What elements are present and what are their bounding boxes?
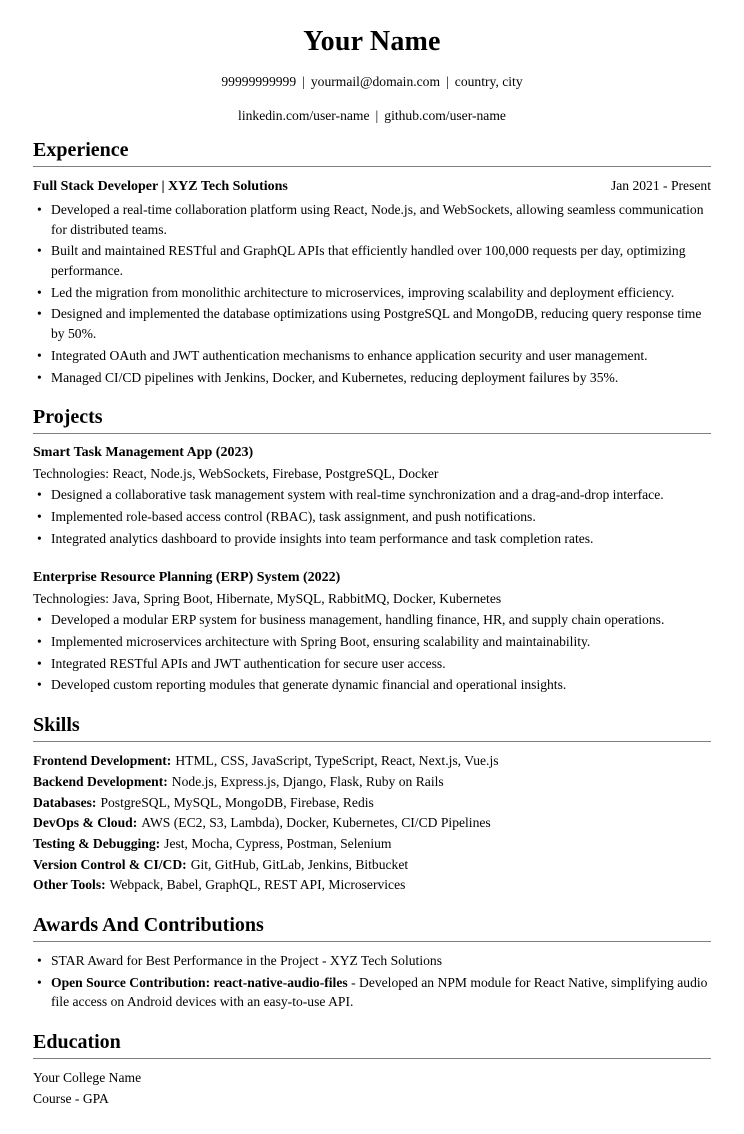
resume-header	[33, 26, 711, 126]
project-name: Enterprise Resource Planning (ERP) System (2022)	[33, 570, 341, 586]
project-technologies: Technologies: Java, Spring Boot, Hibernate, MySQL, RabbitMQ, Docker, Kubernetes	[33, 590, 502, 606]
section-education	[33, 1030, 711, 1108]
project-entry	[33, 443, 711, 548]
project-bullet-list	[33, 610, 711, 695]
award-bold-text: Open Source Contribution: react-native-audio-files	[51, 974, 348, 990]
award-item	[33, 973, 711, 1012]
bullet-item: • Developed a modular ERP system for business management, handling finance, HR, and supply chain operations.	[33, 610, 711, 630]
award-item	[33, 951, 711, 971]
page-title: Your Name	[303, 26, 441, 57]
skill-category: Databases:	[33, 794, 97, 810]
section-rule	[33, 941, 711, 942]
skill-line	[33, 793, 711, 813]
skill-category: DevOps & Cloud:	[33, 815, 138, 831]
bullet-item: • Developed custom reporting modules that generate dynamic financial and operational insights.	[33, 675, 711, 695]
college-name: Your College Name	[33, 1070, 142, 1086]
awards-bullet-list	[33, 951, 711, 1012]
linkedin-url: linkedin.com/user-name	[238, 107, 370, 123]
projects-section-title: Projects	[33, 406, 103, 429]
skill-category: Backend Development:	[33, 773, 168, 789]
skill-values: Node.js, Express.js, Django, Flask, Ruby on Rails	[171, 773, 444, 789]
bullet-item: • Designed and implemented the database optimizations using PostgreSQL and MongoDB, reducing query response time by 50%.	[33, 304, 711, 343]
project-entry	[33, 568, 711, 695]
skill-line	[33, 751, 711, 771]
location-text: country, city	[454, 74, 523, 90]
skills-section-title: Skills	[33, 714, 80, 737]
skill-values: Git, GitHub, GitLab, Jenkins, Bitbucket	[190, 856, 409, 872]
section-rule	[33, 741, 711, 742]
award-text: STAR Award for Best Performance in the Project - XYZ Tech Solutions	[51, 953, 442, 969]
bullet-item: • Implemented microservices architecture with Spring Boot, ensuring scalability and maintainability.	[33, 632, 711, 652]
contact-line-1	[33, 72, 711, 92]
separator-pipe: |	[375, 107, 379, 123]
project-technologies: Technologies: React, Node.js, WebSockets, Firebase, PostgreSQL, Docker	[33, 465, 439, 481]
email-address: yourmail@domain.com	[310, 74, 441, 90]
section-rule	[33, 433, 711, 434]
skill-line	[33, 875, 711, 895]
skill-values: PostgreSQL, MySQL, MongoDB, Firebase, Redis	[100, 794, 374, 810]
skill-line	[33, 855, 711, 875]
project-bullet-list	[33, 485, 711, 548]
job-dates: Jan 2021 - Present	[610, 177, 711, 193]
experience-section-title: Experience	[33, 138, 129, 161]
award-text: - Developed an NPM module for React Native, simplifying audio file access on Android devices with an easy-to-use API.	[51, 974, 708, 1010]
separator-pipe: |	[302, 74, 305, 90]
bullet-item: • Integrated RESTful APIs and JWT authentication for secure user access.	[33, 654, 711, 674]
bullet-item: • Designed a collaborative task management system with real-time synchronization and a drag-and-drop interface.	[33, 485, 711, 505]
skill-line	[33, 813, 711, 833]
job-title: Full Stack Developer | XYZ Tech Solutions	[33, 178, 288, 194]
skill-values: AWS (EC2, S3, Lambda), Docker, Kubernetes, CI/CD Pipelines	[141, 815, 491, 831]
section-skills	[33, 713, 711, 895]
contact-line-2	[33, 106, 711, 126]
project-name: Smart Task Management App (2023)	[33, 445, 254, 461]
bullet-item: • Managed CI/CD pipelines with Jenkins, Docker, and Kubernetes, reducing deployment failures by 35%.	[33, 368, 711, 388]
section-rule	[33, 166, 711, 167]
job-header	[33, 176, 711, 197]
job-bullet-list	[33, 200, 711, 387]
skill-values: Webpack, Babel, GraphQL, REST API, Microservices	[109, 877, 406, 893]
awards-section-title: Awards And Contributions	[33, 914, 264, 937]
skill-category: Testing & Debugging:	[33, 835, 161, 851]
section-awards	[33, 913, 711, 1012]
bullet-item: • Implemented role-based access control (RBAC), task assignment, and push notifications.	[33, 507, 711, 527]
section-projects	[33, 405, 711, 695]
bullet-item: • Led the migration from monolithic architecture to microservices, improving scalability and deployment efficiency.	[33, 283, 711, 303]
skill-category: Other Tools:	[33, 877, 106, 893]
skill-line	[33, 772, 711, 792]
skill-values: Jest, Mocha, Cypress, Postman, Selenium	[164, 835, 392, 851]
bullet-item: • Integrated OAuth and JWT authentication mechanisms to enhance application security and user management.	[33, 346, 711, 366]
bullet-item: • Built and maintained RESTful and GraphQL APIs that efficiently handled over 100,000 requests per day, optimizing performance.	[33, 241, 711, 280]
bullet-item: • Developed a real-time collaboration platform using React, Node.js, and WebSockets, allowing seamless communication for distributed teams.	[33, 200, 711, 239]
bullet-item: • Integrated analytics dashboard to provide insights into team performance and task completion rates.	[33, 529, 711, 549]
skill-category: Frontend Development:	[33, 753, 172, 769]
skill-category: Version Control & CI/CD:	[33, 856, 187, 872]
section-experience	[33, 138, 711, 388]
course-gpa: Course - GPA	[33, 1090, 109, 1106]
education-section-title: Education	[33, 1031, 121, 1054]
separator-pipe: |	[446, 74, 449, 90]
phone-number: 99999999999	[221, 74, 297, 90]
skill-line	[33, 834, 711, 854]
skill-values: HTML, CSS, JavaScript, TypeScript, React, Next.js, Vue.js	[175, 753, 499, 769]
github-url: github.com/user-name	[384, 107, 506, 123]
